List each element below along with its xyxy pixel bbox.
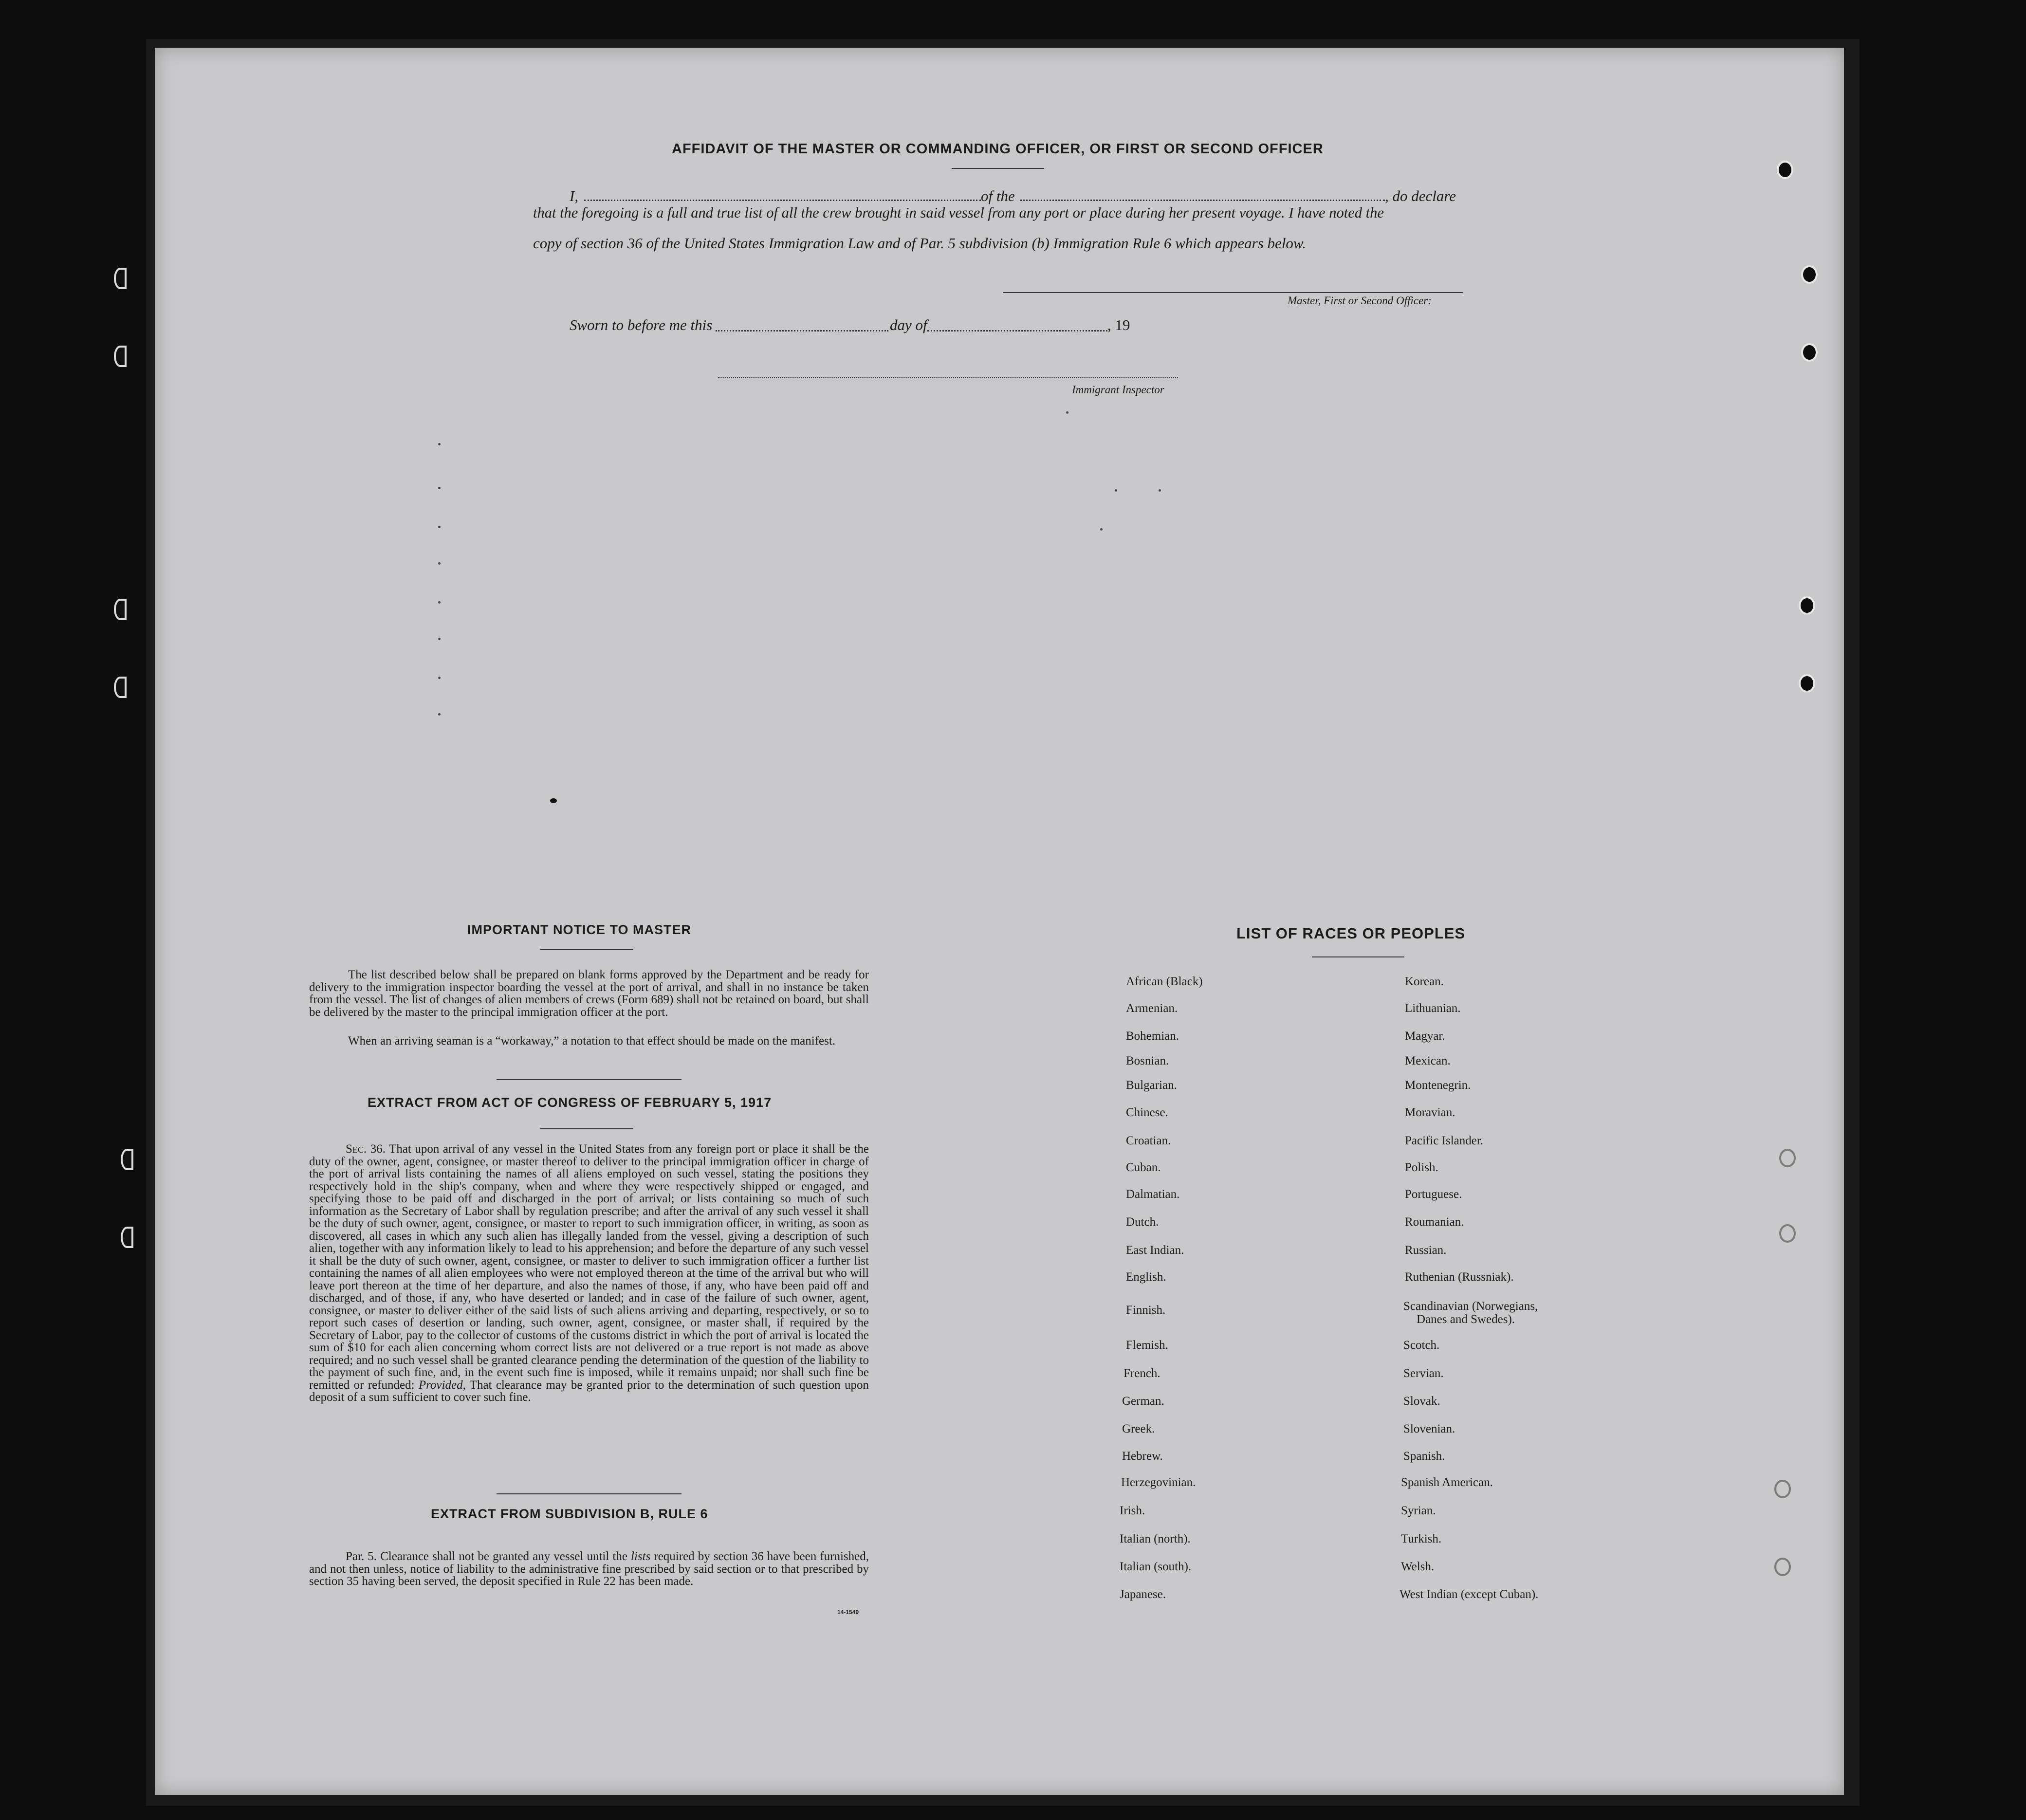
race-item-left-21: Italian (south). bbox=[1120, 1560, 1192, 1573]
race-item-right-3: Mexican. bbox=[1405, 1054, 1451, 1067]
race-item-left-16: Greek. bbox=[1122, 1422, 1155, 1435]
race-item-right-7: Polish. bbox=[1405, 1161, 1438, 1174]
race-item-left-20: Italian (north). bbox=[1120, 1532, 1191, 1545]
sworn-label: Sworn to before me this bbox=[570, 316, 713, 333]
affidavit-line-2: that the foregoing is a full and true list of all the crew brought in said vessel from any port or place during her present voyage. I have noted the bbox=[533, 204, 1384, 221]
ghost-mark bbox=[438, 713, 441, 716]
race-item-right-17: Spanish. bbox=[1403, 1450, 1445, 1463]
section-36-text-end: That clearance may be granted prior to the determination of such question upon deposit of a sum sufficient to cover such fine. bbox=[309, 1378, 869, 1404]
divider bbox=[1312, 956, 1404, 957]
ghost-mark bbox=[438, 677, 441, 679]
race-item-left-4: Bulgarian. bbox=[1126, 1079, 1177, 1092]
binder-hole bbox=[114, 599, 127, 620]
binder-hole bbox=[1774, 1480, 1791, 1498]
race-item-continuation: Danes and Swedes). bbox=[1417, 1313, 1515, 1326]
divider bbox=[540, 1128, 633, 1129]
race-item-left-0: African (Black) bbox=[1126, 975, 1203, 988]
race-item-left-1: Armenian. bbox=[1126, 1002, 1178, 1015]
section-36-text: That upon arrival of any vessel in the United States from any foreign port or place it shall be the duty of the owner, agent, consignee, or master thereof to deliver to the principal immigration officer in charge of the port of arrival lists containing the names of all aliens employed on such vessel, stating the positions they respectively hold in the ship's company, when and where they were respectively shipped or engaged, and specifying those to be paid off and discharged in the port of arrival; or lists containing so much of such information as the Secretary of Labor shall by regulation prescribe; and after the arrival of any such vessel it shall be the duty of such owner, agent, consignee, or master to report to such immigration officer, in writing, as soon as discovered, all cases in which any such alien has illegally landed from the vessel, giving a description of such alien, together with any information likely to lead to his apprehension; and before the departure of any such vessel it shall be the duty of such owner, agent, consignee, or master to deliver to such immigration officer a further list containing the names of all alien employees who were not employed thereon at the time of the arrival but who will leave port thereon at the time of her departure, and also the names of those, if any, who have been paid off and discharged, and of those, if any, who have deserted or landed; and in case of the failure of such owner, agent, consignee, or master to deliver either of the said lists of such aliens arriving and departing, respectively, or so to report such cases of desertion or landing, such owner, agent, consignee, or master shall, if required by the Secretary of Labor, pay to the collector of customs of the customs district in which the port of arrival is located the sum of $10 for each alien concerning whom correct lists are not delivered or a true report is not made as above required; and no such vessel shall be granted clearance pending the determination of the question of the liability to the payment of such fine, and, in the event such fine is imposed, while it remains unpaid; nor shall such fine be remitted or refunded: bbox=[309, 1142, 869, 1392]
binder-hole bbox=[1801, 343, 1818, 362]
provided-word: Provided, bbox=[418, 1378, 466, 1392]
race-item-right-2: Magyar. bbox=[1405, 1029, 1445, 1043]
ghost-mark bbox=[438, 601, 441, 604]
race-item-left-9: Dutch. bbox=[1126, 1215, 1159, 1229]
race-item-left-19: Irish. bbox=[1120, 1504, 1145, 1517]
race-item-left-5: Chinese. bbox=[1126, 1106, 1168, 1119]
race-item-right-22: West Indian (except Cuban). bbox=[1400, 1588, 1539, 1601]
notice-paragraph-2: When an arriving seaman is a “workaway,” a notation to that effect should be made on the manifest. bbox=[348, 1034, 836, 1048]
race-item-left-22: Japanese. bbox=[1120, 1588, 1166, 1601]
race-item-left-7: Cuban. bbox=[1126, 1161, 1161, 1174]
extract-act-text bbox=[309, 1143, 869, 1404]
race-item-right-10: Russian. bbox=[1405, 1244, 1447, 1257]
extract-rule-text bbox=[309, 1550, 869, 1588]
race-item-right-14: Servian. bbox=[1403, 1367, 1444, 1380]
divider bbox=[540, 949, 633, 950]
vessel-field[interactable] bbox=[1020, 200, 1385, 201]
section-label: Sec. 36. bbox=[346, 1142, 386, 1156]
race-item-right-0: Korean. bbox=[1405, 975, 1444, 988]
sworn-month-field[interactable] bbox=[927, 330, 1107, 331]
day-of-label: day of bbox=[890, 316, 927, 333]
binder-hole bbox=[1801, 265, 1818, 284]
affidavit-declare: , do declare bbox=[1385, 187, 1456, 204]
affidavit-of-the: of the bbox=[981, 187, 1015, 204]
binder-hole bbox=[1779, 1149, 1796, 1167]
race-item-right-19: Syrian. bbox=[1401, 1504, 1436, 1517]
race-item-right-5: Moravian. bbox=[1405, 1106, 1455, 1119]
ghost-mark bbox=[1115, 489, 1117, 492]
affidavit-line-3: copy of section 36 of the United States Immigration Law and of Par. 5 subdivision (b) Immigration Rule 6 which appears below. bbox=[533, 235, 1307, 252]
inspector-label: Immigrant Inspector bbox=[1072, 384, 1164, 396]
binder-hole bbox=[121, 1227, 133, 1248]
affidavit-line-1 bbox=[570, 187, 1465, 207]
affidavit-title: AFFIDAVIT OF THE MASTER OR COMMANDING OFFICER, OR FIRST OR SECOND OFFICER bbox=[672, 141, 1324, 157]
divider bbox=[497, 1493, 681, 1494]
ghost-mark bbox=[438, 443, 441, 445]
rule-text-a: Par. 5. Clearance shall not be granted any vessel until the bbox=[346, 1550, 627, 1563]
divider bbox=[497, 1079, 681, 1080]
ghost-mark bbox=[438, 526, 441, 528]
race-item-right-4: Montenegrin. bbox=[1405, 1079, 1471, 1092]
race-item-left-17: Hebrew. bbox=[1122, 1450, 1163, 1463]
affidavit-i: I, bbox=[570, 187, 579, 204]
race-item-left-2: Bohemian. bbox=[1126, 1029, 1179, 1043]
race-item-right-18: Spanish American. bbox=[1401, 1476, 1493, 1489]
ghost-mark bbox=[1159, 489, 1161, 492]
race-item-right-16: Slovenian. bbox=[1403, 1422, 1455, 1435]
extract-rule-title: EXTRACT FROM SUBDIVISION B, RULE 6 bbox=[431, 1507, 708, 1521]
races-title: LIST OF RACES OR PEOPLES bbox=[1236, 925, 1466, 942]
sworn-day-field[interactable] bbox=[716, 330, 888, 331]
race-item-left-10: East Indian. bbox=[1126, 1244, 1184, 1257]
ink-mark bbox=[550, 798, 557, 803]
race-item-left-13: Flemish. bbox=[1126, 1339, 1168, 1352]
race-item-right-8: Portuguese. bbox=[1405, 1188, 1462, 1201]
binder-hole bbox=[114, 268, 127, 289]
race-item-left-8: Dalmatian. bbox=[1126, 1188, 1180, 1201]
notice-title: IMPORTANT NOTICE TO MASTER bbox=[467, 922, 691, 937]
race-item-left-14: French. bbox=[1124, 1367, 1160, 1380]
race-item-left-18: Herzegovinian. bbox=[1121, 1476, 1196, 1489]
race-item-left-3: Bosnian. bbox=[1126, 1054, 1169, 1067]
binder-hole bbox=[121, 1149, 133, 1170]
race-item-left-15: German. bbox=[1122, 1395, 1164, 1408]
race-item-right-15: Slovak. bbox=[1403, 1395, 1440, 1408]
race-item-right-20: Turkish. bbox=[1401, 1532, 1442, 1545]
signature-line[interactable] bbox=[1003, 292, 1463, 293]
binder-hole bbox=[114, 346, 127, 367]
form-number: 14-1549 bbox=[837, 1609, 859, 1616]
race-item-right-12: Scandinavian (Norwegians, bbox=[1403, 1300, 1538, 1313]
inspector-signature-field[interactable] bbox=[718, 377, 1178, 378]
ghost-mark bbox=[1066, 411, 1068, 414]
race-item-right-21: Welsh. bbox=[1401, 1560, 1435, 1573]
name-field[interactable] bbox=[584, 200, 981, 201]
ghost-mark bbox=[438, 562, 441, 565]
year-label: , 19 bbox=[1107, 316, 1130, 333]
race-item-left-6: Croatian. bbox=[1126, 1134, 1171, 1147]
race-item-right-1: Lithuanian. bbox=[1405, 1002, 1461, 1015]
extract-act-title: EXTRACT FROM ACT OF CONGRESS OF FEBRUARY 5, 1917 bbox=[368, 1095, 772, 1110]
binder-hole bbox=[1799, 596, 1815, 615]
signature-label: Master, First or Second Officer: bbox=[1288, 294, 1432, 307]
divider bbox=[952, 168, 1044, 169]
binder-hole bbox=[1799, 674, 1815, 693]
ghost-mark bbox=[1100, 528, 1103, 531]
binder-hole bbox=[1777, 161, 1793, 179]
binder-hole bbox=[1774, 1558, 1791, 1576]
rule-lists-word: lists bbox=[631, 1550, 651, 1563]
rule-text-b: required by section 36 have been furnished, and not then unless, notice of liability to the administrative fine prescribed by said section or to that prescribed by section 35 having been served, the deposit specified in Rule 22 has been made. bbox=[309, 1550, 869, 1588]
race-item-right-11: Ruthenian (Russniak). bbox=[1405, 1270, 1514, 1284]
race-item-left-12: Finnish. bbox=[1126, 1304, 1166, 1317]
document-page bbox=[155, 48, 1844, 1795]
notice-paragraph-1: The list described below shall be prepared on blank forms approved by the Department and be ready for delivery to the immigration inspector boarding the vessel at the port of arrival, and shall in no instance be taken from the vessel. The list of changes of alien members of crews (Form 689) shall not be retained on board, but shall be delivered by the master to the principal immigration officer at the port. bbox=[309, 968, 869, 1019]
race-item-right-6: Pacific Islander. bbox=[1405, 1134, 1484, 1147]
race-item-right-9: Roumanian. bbox=[1405, 1215, 1464, 1229]
binder-hole bbox=[1779, 1224, 1796, 1243]
binder-hole bbox=[114, 677, 127, 698]
ghost-mark bbox=[438, 638, 441, 640]
race-item-right-13: Scotch. bbox=[1403, 1339, 1440, 1352]
race-item-left-11: English. bbox=[1126, 1270, 1166, 1284]
ghost-mark bbox=[438, 487, 441, 489]
